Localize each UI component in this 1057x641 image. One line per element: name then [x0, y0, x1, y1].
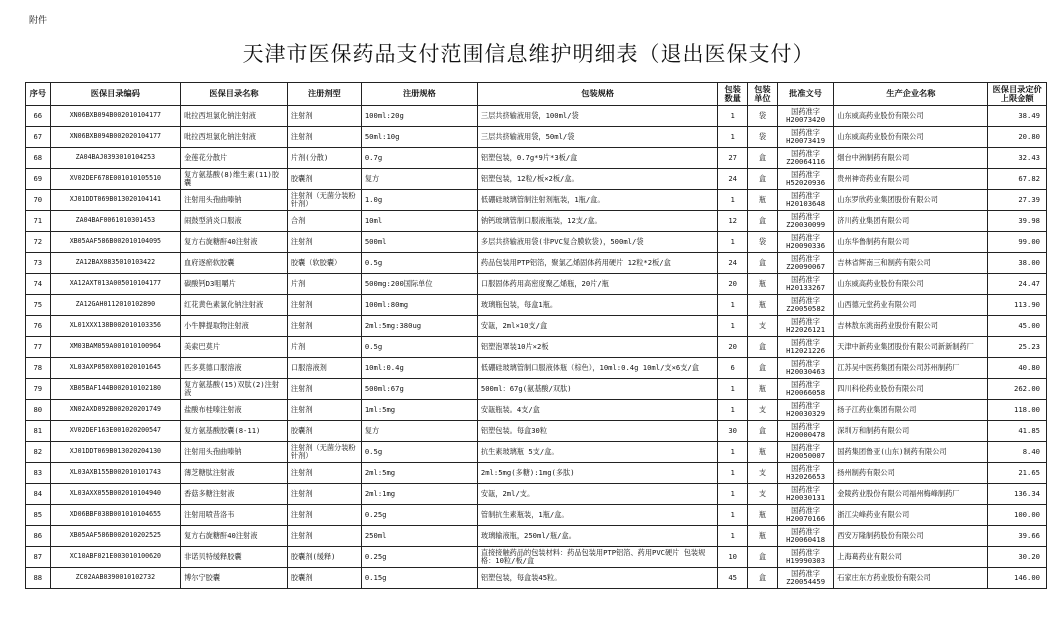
col-price-cap: 38.49	[988, 106, 1047, 127]
table-row	[26, 484, 1047, 505]
col-name: 复方右旋糖酐40注射液	[181, 232, 288, 253]
col-name: 小牛脾提取物注射液	[181, 316, 288, 337]
col-pack-qty: 1	[718, 400, 748, 421]
col-pack-unit: 支	[748, 463, 778, 484]
table-row	[26, 295, 1047, 316]
col-package: 玻璃输液瓶，250ml/瓶/盒。	[477, 526, 717, 547]
header-col-name: 医保目录名称	[181, 83, 288, 106]
col-price-cap: 39.66	[988, 526, 1047, 547]
col-name: 金莲花分散片	[181, 148, 288, 169]
col-manufacturer: 吉林省辉南三和制药有限公司	[834, 253, 988, 274]
col-spec: 2ml:5mg	[361, 463, 477, 484]
col-seq: 79	[26, 379, 51, 400]
col-pack-qty: 1	[718, 526, 748, 547]
col-spec: 500mg:200国际单位	[361, 274, 477, 295]
col-price-cap: 21.65	[988, 463, 1047, 484]
header-col-spec: 注册规格	[361, 83, 477, 106]
col-dosage-form: 注射剂（无菌分装粉针剂）	[287, 442, 361, 463]
col-approval-no: 国药准字H12021226	[777, 337, 833, 358]
col-pack-unit: 袋	[748, 127, 778, 148]
drug-table	[25, 82, 1047, 589]
col-dosage-form: 注射剂	[287, 295, 361, 316]
col-pack-unit: 瓶	[748, 190, 778, 211]
col-pack-qty: 1	[718, 379, 748, 400]
col-price-cap: 99.00	[988, 232, 1047, 253]
col-spec: 250ml	[361, 526, 477, 547]
col-name: 美索巴莫片	[181, 337, 288, 358]
col-price-cap: 27.39	[988, 190, 1047, 211]
page-title: 天津市医保药品支付范围信息维护明细表（退出医保支付）	[242, 42, 815, 66]
col-package: 直接接触药品的包装材料：药品包装用PTP铝箔、药用PVC硬片 包装规格：10粒/板/盒	[477, 547, 717, 568]
col-price-cap: 20.80	[988, 127, 1047, 148]
table-header-row	[26, 83, 1047, 106]
col-dosage-form: 注射剂	[287, 400, 361, 421]
col-code: XV02DEF163E001020200547	[50, 421, 180, 442]
col-pack-unit: 支	[748, 316, 778, 337]
col-spec: 100ml:80mg	[361, 295, 477, 316]
col-pack-unit: 瓶	[748, 295, 778, 316]
col-manufacturer: 浙江尖峰药业有限公司	[834, 505, 988, 526]
header-col-approval-no: 批准文号	[777, 83, 833, 106]
col-dosage-form: 注射剂	[287, 232, 361, 253]
col-package: 药品包装用PTP铝箔，聚氯乙烯固体药用硬片 12粒*2板/盒	[477, 253, 717, 274]
col-dosage-form: 胶囊（软胶囊）	[287, 253, 361, 274]
col-approval-no: 国药准字H22026121	[777, 316, 833, 337]
table-row	[26, 421, 1047, 442]
col-spec: 50ml:10g	[361, 127, 477, 148]
col-price-cap: 113.90	[988, 295, 1047, 316]
col-spec: 复方	[361, 169, 477, 190]
col-seq: 68	[26, 148, 51, 169]
col-dosage-form: 注射剂	[287, 526, 361, 547]
col-approval-no: 国药准字H20103648	[777, 190, 833, 211]
col-name: 复方氨基酸胶囊(8-11)	[181, 421, 288, 442]
col-pack-unit: 瓶	[748, 505, 778, 526]
col-manufacturer: 扬子江药业集团有限公司	[834, 400, 988, 421]
col-seq: 78	[26, 358, 51, 379]
col-pack-unit: 支	[748, 484, 778, 505]
col-seq: 66	[26, 106, 51, 127]
col-price-cap: 100.00	[988, 505, 1047, 526]
col-package: 铝塑包装，0.7g*9片*3板/盒	[477, 148, 717, 169]
col-dosage-form: 片剂	[287, 337, 361, 358]
col-spec: 10ml:0.4g	[361, 358, 477, 379]
col-pack-unit: 盒	[748, 421, 778, 442]
col-manufacturer: 烟台中洲制药有限公司	[834, 148, 988, 169]
col-package: 管制抗生素瓶装，1瓶/盒。	[477, 505, 717, 526]
header-col-pack-qty: 包装数量	[718, 83, 748, 106]
col-approval-no: 国药准字H19990303	[777, 547, 833, 568]
col-seq: 86	[26, 526, 51, 547]
col-price-cap: 118.00	[988, 400, 1047, 421]
col-code: XB05AAF586B002010104095	[50, 232, 180, 253]
col-package: 低硼硅玻璃管制注射剂瓶装，1瓶/盒。	[477, 190, 717, 211]
col-package: 口服固体药用高密度聚乙烯瓶，20片/瓶	[477, 274, 717, 295]
col-seq: 70	[26, 190, 51, 211]
col-dosage-form: 胶囊剂	[287, 421, 361, 442]
col-pack-qty: 1	[718, 442, 748, 463]
col-package: 玻璃瓶包装，每盒1瓶。	[477, 295, 717, 316]
header-col-manufacturer: 生产企业名称	[834, 83, 988, 106]
col-dosage-form: 片剂(分散)	[287, 148, 361, 169]
col-pack-unit: 盒	[748, 253, 778, 274]
col-dosage-form: 注射剂	[287, 463, 361, 484]
col-pack-qty: 1	[718, 463, 748, 484]
col-pack-qty: 1	[718, 232, 748, 253]
col-seq: 71	[26, 211, 51, 232]
col-pack-qty: 1	[718, 106, 748, 127]
col-spec: 0.15g	[361, 568, 477, 589]
col-price-cap: 67.82	[988, 169, 1047, 190]
col-package: 三层共挤输液用袋，100ml/袋	[477, 106, 717, 127]
col-seq: 85	[26, 505, 51, 526]
col-price-cap: 262.00	[988, 379, 1047, 400]
col-approval-no: 国药准字H20060418	[777, 526, 833, 547]
col-seq: 84	[26, 484, 51, 505]
table-row	[26, 148, 1047, 169]
col-manufacturer: 山东罗欣药业集团股份有限公司	[834, 190, 988, 211]
col-code: XD06BBF038B001010104655	[50, 505, 180, 526]
col-pack-unit: 盒	[748, 547, 778, 568]
header-col-pack-unit: 包装单位	[748, 83, 778, 106]
col-price-cap: 40.80	[988, 358, 1047, 379]
col-pack-qty: 1	[718, 190, 748, 211]
col-seq: 81	[26, 421, 51, 442]
col-manufacturer: 国药集团鲁亚(山东)制药有限公司	[834, 442, 988, 463]
col-pack-unit: 瓶	[748, 379, 778, 400]
col-spec: 100ml:20g	[361, 106, 477, 127]
col-seq: 72	[26, 232, 51, 253]
table-row	[26, 400, 1047, 421]
col-pack-qty: 12	[718, 211, 748, 232]
header-col-dosage-form: 注册剂型	[287, 83, 361, 106]
col-approval-no: 国药准字H52020936	[777, 169, 833, 190]
table-row	[26, 316, 1047, 337]
col-manufacturer: 上海葛药业有限公司	[834, 547, 988, 568]
col-spec: 10ml	[361, 211, 477, 232]
col-price-cap: 45.00	[988, 316, 1047, 337]
col-code: ZA04BAJ0393010104253	[50, 148, 180, 169]
col-manufacturer: 西安万隆制药股份有限公司	[834, 526, 988, 547]
col-package: 抗生素玻璃瓶 5支/盒。	[477, 442, 717, 463]
col-name: 非诺贝特缓释胶囊	[181, 547, 288, 568]
col-spec: 1.0g	[361, 190, 477, 211]
table-row	[26, 106, 1047, 127]
col-package: 三层共挤输液用袋，50ml/袋	[477, 127, 717, 148]
col-approval-no: 国药准字Z20090067	[777, 253, 833, 274]
table-row	[26, 526, 1047, 547]
col-dosage-form: 注射剂（无菌分装粉针剂）	[287, 190, 361, 211]
table-row	[26, 211, 1047, 232]
col-manufacturer: 江苏吴中医药集团有限公司苏州制药厂	[834, 358, 988, 379]
col-package: 500ml：67g(氨基酸/双肽)	[477, 379, 717, 400]
table-row	[26, 505, 1047, 526]
col-approval-no: 国药准字H32026653	[777, 463, 833, 484]
col-price-cap: 38.00	[988, 253, 1047, 274]
col-spec: 0.5g	[361, 442, 477, 463]
col-approval-no: 国药准字H20090336	[777, 232, 833, 253]
col-dosage-form: 片剂	[287, 274, 361, 295]
col-manufacturer: 山东威高药业股份有限公司	[834, 106, 988, 127]
col-manufacturer: 深圳万和制药有限公司	[834, 421, 988, 442]
col-pack-qty: 1	[718, 127, 748, 148]
col-code: XC10ABF021E003010100620	[50, 547, 180, 568]
col-seq: 77	[26, 337, 51, 358]
col-code: ZC02AAB0390010102732	[50, 568, 180, 589]
col-package: 低硼硅玻璃管制口服液体瓶（棕色），10ml:0.4g 10ml/支×6支/盒	[477, 358, 717, 379]
col-dosage-form: 胶囊剂	[287, 169, 361, 190]
col-package: 安瓿，2ml/支。	[477, 484, 717, 505]
col-pack-qty: 6	[718, 358, 748, 379]
col-approval-no: 国药准字H20030329	[777, 400, 833, 421]
col-package: 铝塑包装，12粒/板×2板/盒。	[477, 169, 717, 190]
col-package: 铝塑泡罩装10片×2板	[477, 337, 717, 358]
col-price-cap: 8.40	[988, 442, 1047, 463]
table-row	[26, 358, 1047, 379]
col-pack-unit: 盒	[748, 148, 778, 169]
col-approval-no: 国药准字H20066058	[777, 379, 833, 400]
col-dosage-form: 注射剂	[287, 484, 361, 505]
col-seq: 87	[26, 547, 51, 568]
col-seq: 69	[26, 169, 51, 190]
header-col-code: 医保目录编码	[50, 83, 180, 106]
col-dosage-form: 合剂	[287, 211, 361, 232]
col-manufacturer: 金陵药业股份有限公司福州梅峰制药厂	[834, 484, 988, 505]
col-name: 博尔宁胶囊	[181, 568, 288, 589]
col-pack-unit: 盒	[748, 568, 778, 589]
table-row	[26, 253, 1047, 274]
col-dosage-form: 注射剂	[287, 106, 361, 127]
col-pack-unit: 盒	[748, 169, 778, 190]
col-pack-qty: 30	[718, 421, 748, 442]
col-pack-qty: 1	[718, 505, 748, 526]
col-pack-qty: 10	[718, 547, 748, 568]
col-package: 安瓿瓶装。4支/盒	[477, 400, 717, 421]
table-row	[26, 169, 1047, 190]
col-spec: 1ml:5mg	[361, 400, 477, 421]
col-pack-unit: 支	[748, 400, 778, 421]
col-pack-unit: 瓶	[748, 274, 778, 295]
col-seq: 75	[26, 295, 51, 316]
col-seq: 88	[26, 568, 51, 589]
col-price-cap: 32.43	[988, 148, 1047, 169]
table-row	[26, 379, 1047, 400]
table-row	[26, 442, 1047, 463]
col-name: 注射用头孢曲嗪钠	[181, 442, 288, 463]
header-col-seq: 序号	[26, 83, 51, 106]
col-pack-qty: 27	[718, 148, 748, 169]
table-row	[26, 274, 1047, 295]
col-manufacturer: 山东华鲁制药有限公司	[834, 232, 988, 253]
col-code: ZA04BAF0061010301453	[50, 211, 180, 232]
col-pack-qty: 1	[718, 295, 748, 316]
col-seq: 76	[26, 316, 51, 337]
table-row	[26, 232, 1047, 253]
col-manufacturer: 山东威高药业股份有限公司	[834, 127, 988, 148]
col-spec: 0.5g	[361, 253, 477, 274]
col-code: XJ01DDT069B013020204130	[50, 442, 180, 463]
col-approval-no: 国药准字H20073419	[777, 127, 833, 148]
col-manufacturer: 济川药业集团有限公司	[834, 211, 988, 232]
col-name: 薄芝糖肽注射液	[181, 463, 288, 484]
col-manufacturer: 石家庄东方药业股份有限公司	[834, 568, 988, 589]
col-approval-no: 国药准字H20133267	[777, 274, 833, 295]
col-spec: 0.25g	[361, 547, 477, 568]
table-row	[26, 337, 1047, 358]
table-row	[26, 547, 1047, 568]
col-name: 匹多莫德口服溶液	[181, 358, 288, 379]
col-code: XB05AAF586B002010202525	[50, 526, 180, 547]
col-dosage-form: 注射剂	[287, 379, 361, 400]
col-seq: 80	[26, 400, 51, 421]
col-price-cap: 24.47	[988, 274, 1047, 295]
col-manufacturer: 贵州神奇药业有限公司	[834, 169, 988, 190]
col-price-cap: 25.23	[988, 337, 1047, 358]
col-seq: 83	[26, 463, 51, 484]
col-name: 吡拉西坦氯化钠注射液	[181, 127, 288, 148]
col-name: 复方氨基酸(8)维生素(11)胶囊	[181, 169, 288, 190]
col-code: XJ01DDT069B013020104141	[50, 190, 180, 211]
col-pack-unit: 盒	[748, 211, 778, 232]
col-spec: 2ml:5mg:380ug	[361, 316, 477, 337]
col-code: XM03BAM059A001010100964	[50, 337, 180, 358]
col-pack-unit: 袋	[748, 106, 778, 127]
col-approval-no: 国药准字Z20030099	[777, 211, 833, 232]
col-price-cap: 39.98	[988, 211, 1047, 232]
col-code: XL03AXP050X001020101645	[50, 358, 180, 379]
col-seq: 82	[26, 442, 51, 463]
col-code: XN02AXD092B002020201749	[50, 400, 180, 421]
col-code: XB05BAF144B002010102180	[50, 379, 180, 400]
col-name: 注射用喷昔洛韦	[181, 505, 288, 526]
col-dosage-form: 注射剂	[287, 127, 361, 148]
col-approval-no: 国药准字H20050007	[777, 442, 833, 463]
col-pack-qty: 24	[718, 169, 748, 190]
col-pack-unit: 袋	[748, 232, 778, 253]
col-name: 盐酸布桂嗪注射液	[181, 400, 288, 421]
col-approval-no: 国药准字H20070166	[777, 505, 833, 526]
col-package: 安瓿，2ml×10支/盒	[477, 316, 717, 337]
col-name: 血府逐瘀软胶囊	[181, 253, 288, 274]
col-approval-no: 国药准字H20030131	[777, 484, 833, 505]
col-approval-no: 国药准字Z20064116	[777, 148, 833, 169]
col-pack-qty: 1	[718, 316, 748, 337]
header-col-package: 包装规格	[477, 83, 717, 106]
col-dosage-form: 注射剂	[287, 505, 361, 526]
col-price-cap: 41.85	[988, 421, 1047, 442]
col-price-cap: 30.20	[988, 547, 1047, 568]
col-pack-qty: 20	[718, 337, 748, 358]
col-price-cap: 136.34	[988, 484, 1047, 505]
col-price-cap: 146.00	[988, 568, 1047, 589]
col-approval-no: 国药准字Z20054459	[777, 568, 833, 589]
col-pack-qty: 1	[718, 484, 748, 505]
table-row	[26, 568, 1047, 589]
table-row	[26, 190, 1047, 211]
col-package: 铝塑包装。每盒30粒	[477, 421, 717, 442]
col-code: XA12AXT013A005010104177	[50, 274, 180, 295]
col-name: 碳酸钙D3咀嚼片	[181, 274, 288, 295]
col-package: 钠钙玻璃管制口服液瓶装，12支/盒。	[477, 211, 717, 232]
col-package: 多层共挤输液用袋(非PVC复合膜软袋)，500ml/袋	[477, 232, 717, 253]
col-code: XL03AXB155B002010101743	[50, 463, 180, 484]
col-code: ZA12GAH0112010102890	[50, 295, 180, 316]
col-seq: 67	[26, 127, 51, 148]
col-approval-no: 国药准字H20000478	[777, 421, 833, 442]
col-manufacturer: 山东威高药业股份有限公司	[834, 274, 988, 295]
col-pack-qty: 20	[718, 274, 748, 295]
col-manufacturer: 山西德元堂药业有限公司	[834, 295, 988, 316]
col-pack-unit: 盒	[748, 337, 778, 358]
col-spec: 0.25g	[361, 505, 477, 526]
col-name: 复方右旋糖酐40注射液	[181, 526, 288, 547]
col-code: ZA12BAX0835010103422	[50, 253, 180, 274]
col-seq: 74	[26, 274, 51, 295]
col-spec: 0.5g	[361, 337, 477, 358]
col-manufacturer: 天津中新药业集团股份有限公司新新制药厂	[834, 337, 988, 358]
col-approval-no: 国药准字H20030463	[777, 358, 833, 379]
col-package: 铝塑包装，每盒装45粒。	[477, 568, 717, 589]
attachment-label: 附件	[29, 16, 48, 26]
col-name: 注射用头孢曲嗪钠	[181, 190, 288, 211]
col-name: 红花黄色素氯化钠注射液	[181, 295, 288, 316]
table-row	[26, 463, 1047, 484]
col-dosage-form: 口服溶液剂	[287, 358, 361, 379]
col-spec: 2ml:1mg	[361, 484, 477, 505]
col-manufacturer: 吉林敖东洮南药业股份有限公司	[834, 316, 988, 337]
col-dosage-form: 胶囊剂	[287, 568, 361, 589]
col-name: 闹鼓型消炎口服液	[181, 211, 288, 232]
col-approval-no: 国药准字Z20050582	[777, 295, 833, 316]
col-code: XL03AXX055B002010104940	[50, 484, 180, 505]
col-pack-qty: 24	[718, 253, 748, 274]
col-name: 香菇多糖注射液	[181, 484, 288, 505]
col-code: XN06BXB094B002020104177	[50, 127, 180, 148]
col-manufacturer: 四川科伦药业股份有限公司	[834, 379, 988, 400]
col-pack-unit: 盒	[748, 358, 778, 379]
col-pack-qty: 45	[718, 568, 748, 589]
col-code: XL01XXX138B002010103356	[50, 316, 180, 337]
col-manufacturer: 扬州制药有限公司	[834, 463, 988, 484]
header-col-price-cap: 医保目录定价上限金额	[988, 83, 1047, 106]
col-dosage-form: 胶囊剂(缓释)	[287, 547, 361, 568]
col-name: 复方氨基酸(15)双肽(2)注射液	[181, 379, 288, 400]
col-pack-unit: 瓶	[748, 442, 778, 463]
col-name: 吡拉西坦氯化钠注射液	[181, 106, 288, 127]
col-spec: 复方	[361, 421, 477, 442]
col-package: 2ml:5mg(多糖):1mg(多肽)	[477, 463, 717, 484]
col-dosage-form: 注射剂	[287, 316, 361, 337]
col-spec: 500ml:67g	[361, 379, 477, 400]
col-seq: 73	[26, 253, 51, 274]
col-spec: 0.7g	[361, 148, 477, 169]
table-row	[26, 127, 1047, 148]
col-pack-unit: 瓶	[748, 526, 778, 547]
col-approval-no: 国药准字H20073420	[777, 106, 833, 127]
col-code: XV02DEF678E001010105510	[50, 169, 180, 190]
col-spec: 500ml	[361, 232, 477, 253]
col-code: XN06BXB094B002010104177	[50, 106, 180, 127]
